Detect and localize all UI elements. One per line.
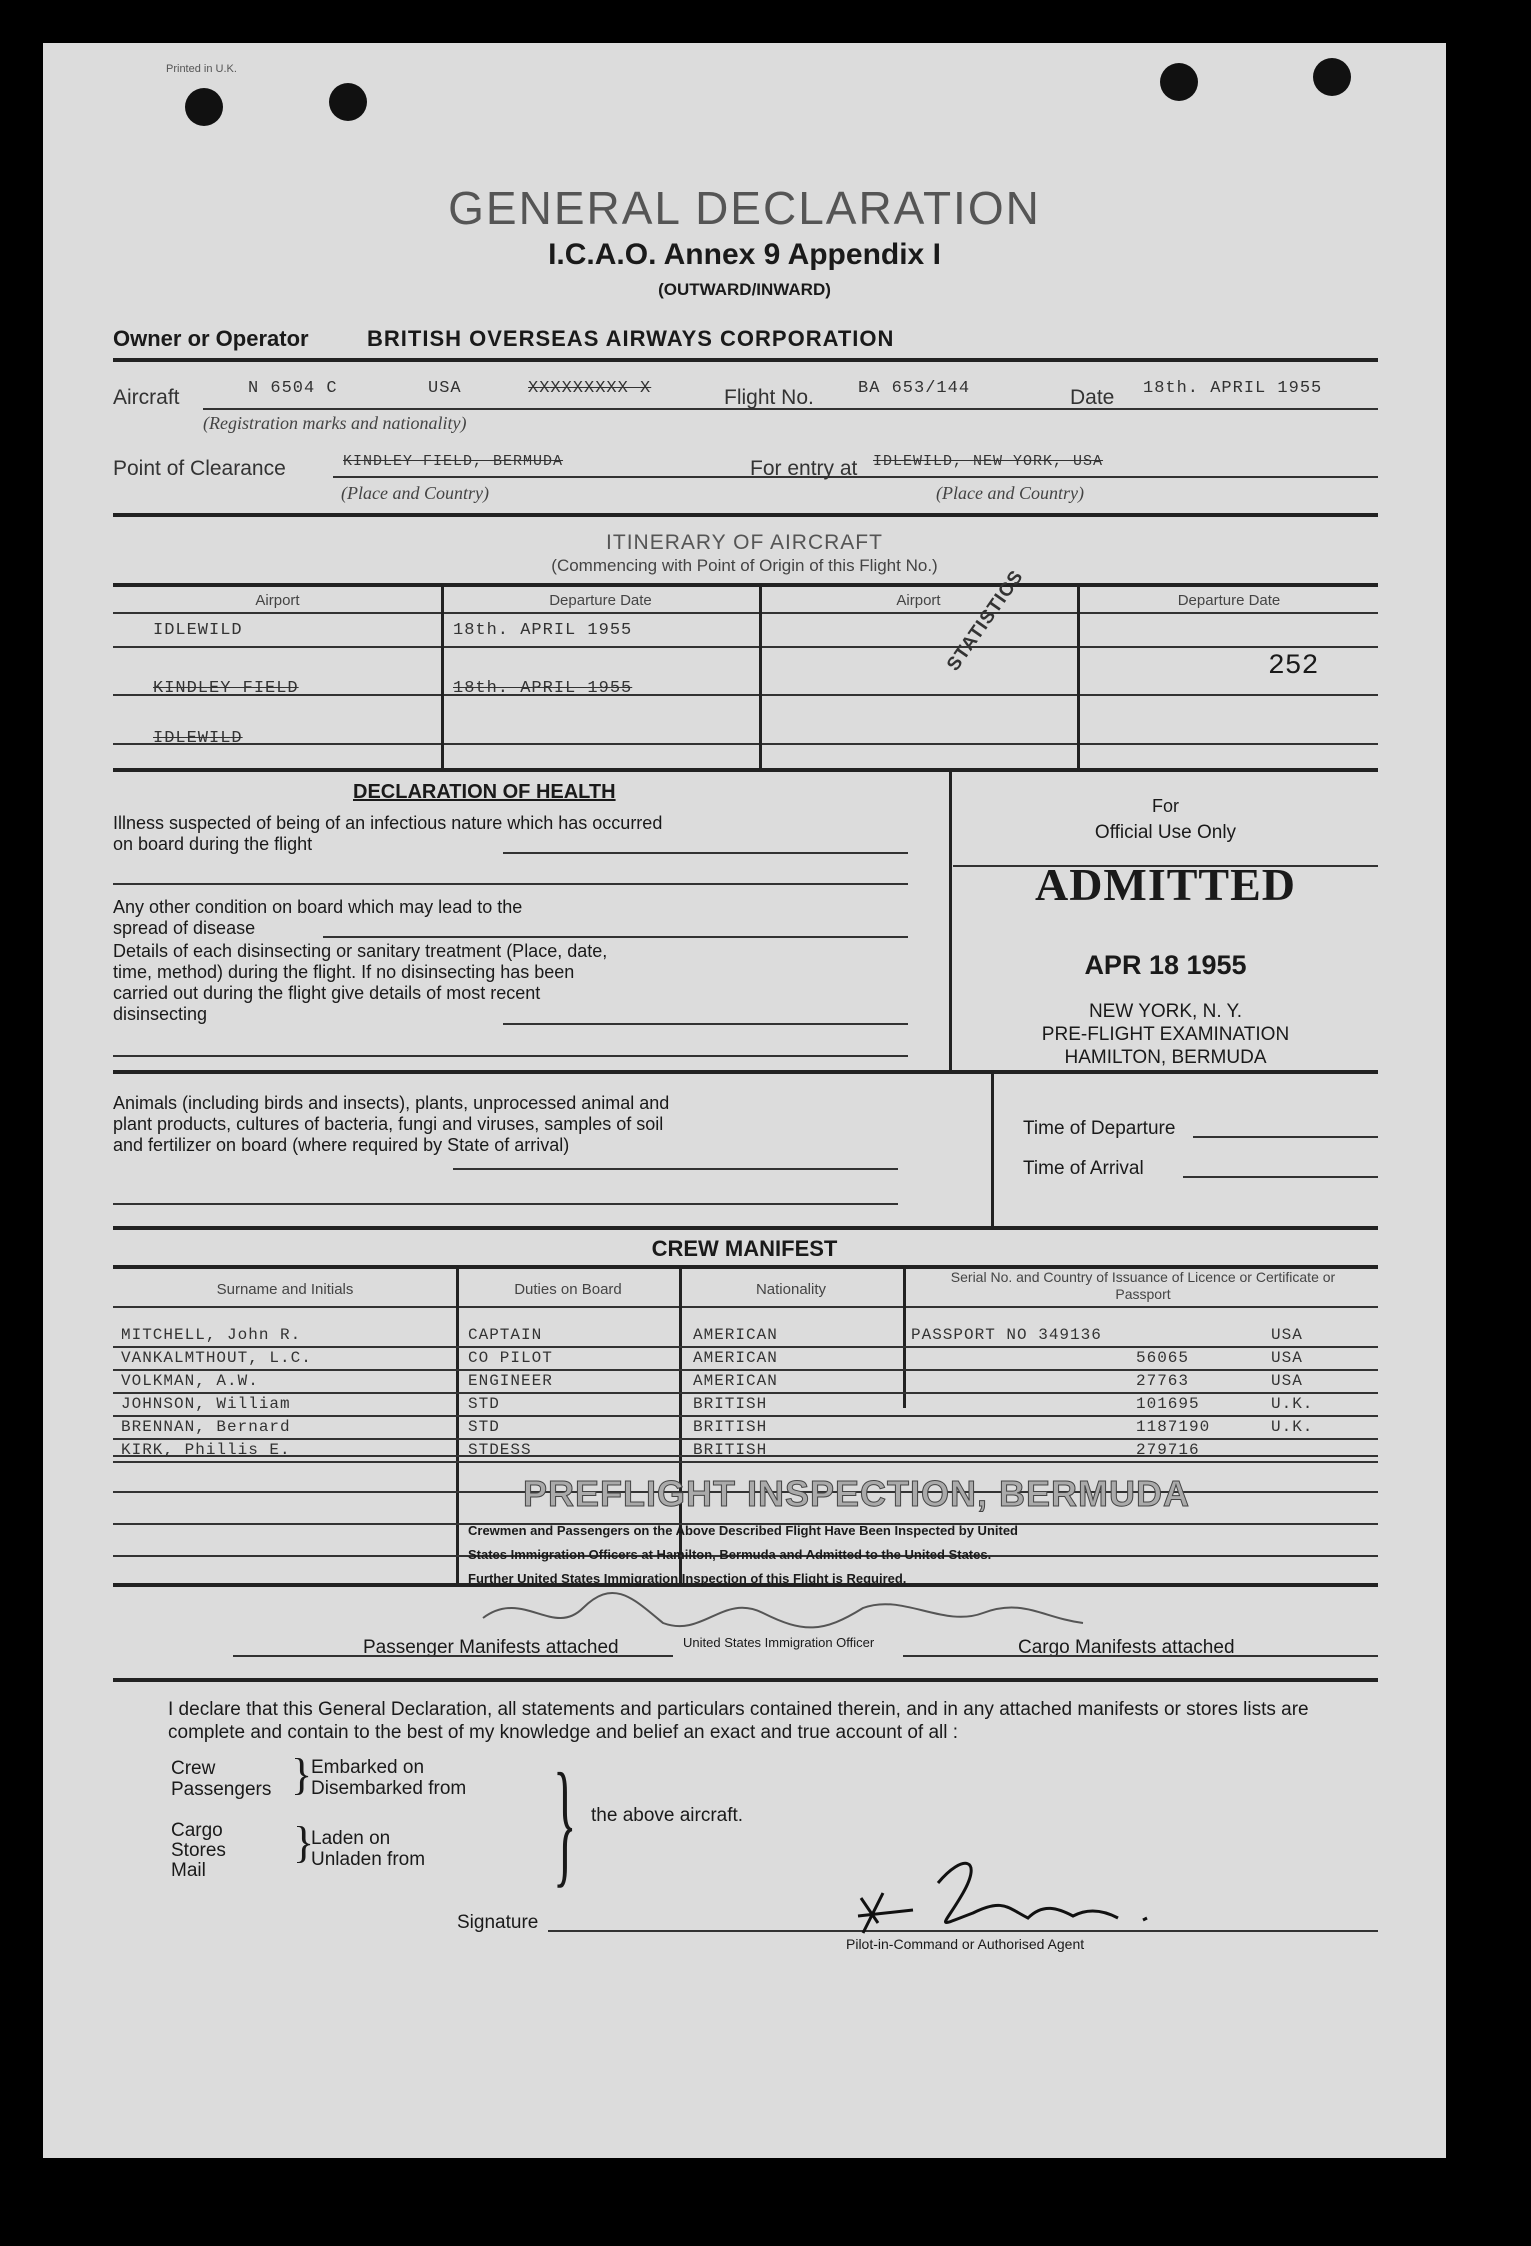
crew-cell-country: USA	[1271, 1326, 1303, 1344]
laden-label: Laden on	[311, 1828, 391, 1849]
crew-cell-country: USA	[1271, 1372, 1303, 1390]
health-question-2: Any other condition on board which may lead to the spread of disease	[113, 897, 523, 938]
crew-cell-serial: 101695	[1136, 1395, 1200, 1413]
itinerary-col-3	[1077, 586, 1080, 770]
owner-line	[113, 358, 1378, 362]
itinerary-header-rule	[113, 612, 1378, 614]
flight-label: Flight No.	[724, 386, 814, 409]
signature-caption: Pilot-in-Command or Authorised Agent	[846, 1936, 1085, 1952]
aircraft-caption: (Registration marks and nationality)	[203, 413, 467, 433]
form-title: GENERAL DECLARATION	[448, 182, 1041, 234]
aircraft-line	[203, 408, 1378, 410]
punch-hole-3	[1160, 63, 1198, 101]
declaration-form	[43, 43, 1446, 2158]
cargo-word: Cargo	[171, 1820, 223, 1841]
passengers-word: Passengers	[171, 1779, 272, 1800]
crew-row-rule	[113, 1438, 1378, 1440]
crew-cell-duty: ENGINEER	[468, 1372, 553, 1390]
crew-cell-duty: STD	[468, 1395, 500, 1413]
clearance-label: Point of Clearance	[113, 457, 286, 480]
itinerary-title: ITINERARY OF AIRCRAFT	[606, 531, 883, 554]
aircraft-nationality: USA	[428, 379, 462, 398]
crew-cell-duty: STD	[468, 1418, 500, 1436]
crew-cell-nat: BRITISH	[693, 1418, 768, 1436]
crew-row-rule	[113, 1346, 1378, 1348]
admitted-location: HAMILTON, BERMUDA	[1064, 1047, 1267, 1068]
section-divider-4	[113, 1678, 1378, 1682]
aircraft-registration: N 6504 C	[248, 379, 338, 398]
health-line-1	[503, 852, 908, 854]
crew-cell-nat: AMERICAN	[693, 1372, 778, 1390]
crew-header-nationality: Nationality	[755, 1281, 827, 1298]
health-title: DECLARATION OF HEALTH	[353, 781, 616, 803]
crew-cell-name: VOLKMAN, A.W.	[121, 1372, 259, 1390]
admitted-examination: PRE-FLIGHT EXAMINATION	[1041, 1024, 1290, 1045]
aircraft-label: Aircraft	[113, 386, 180, 409]
time-divider	[991, 1072, 994, 1227]
crew-cell-serial: 1187190	[1136, 1418, 1211, 1436]
crew-cell-duty: CAPTAIN	[468, 1326, 543, 1344]
immigration-officer-label: United States Immigration Officer	[683, 1635, 875, 1650]
crew-word: Crew	[171, 1758, 216, 1779]
health-line-2	[113, 883, 908, 885]
health-line-3	[323, 936, 908, 938]
itinerary-date-2: 18th. APRIL 1955	[453, 679, 633, 698]
crew-cell-name: MITCHELL, John R.	[121, 1326, 302, 1344]
time-departure-line	[1193, 1136, 1378, 1138]
crew-cell-serial: 56065	[1136, 1349, 1190, 1367]
page-number: 252	[1268, 651, 1319, 682]
animals-line-1	[453, 1168, 898, 1170]
health-line-5	[113, 1055, 908, 1057]
crew-cell-country: U.K.	[1271, 1395, 1314, 1413]
clearance-value: KINDLEY FIELD, BERMUDA	[343, 453, 564, 470]
admitted-stamp: ADMITTED	[1034, 859, 1297, 910]
punch-hole-1	[185, 88, 223, 126]
unladen-label: Unladen from	[311, 1849, 426, 1870]
itinerary-airport-2: KINDLEY FIELD	[153, 679, 299, 698]
time-departure-label: Time of Departure	[1023, 1118, 1176, 1139]
brace-1: }	[291, 1750, 313, 1799]
crew-cell-name: JOHNSON, William	[121, 1395, 291, 1413]
punch-hole-2	[329, 83, 367, 121]
itinerary-airport-1: IDLEWILD	[153, 621, 243, 640]
itinerary-row-rule-3	[113, 743, 1378, 745]
crew-cell-country: U.K.	[1271, 1418, 1314, 1436]
time-arrival-line	[1183, 1176, 1378, 1178]
owner-value: BRITISH OVERSEAS AIRWAYS CORPORATION	[367, 326, 895, 351]
direction-label: (OUTWARD/INWARD)	[658, 280, 831, 299]
official-use-label: Official Use Only	[1094, 822, 1237, 843]
itinerary-col-2	[759, 586, 762, 770]
animals-text: Animals (including birds and insects), plants, unprocessed animal and plant products, cultures of bacteria, fungi and viruses, samples of soil and fertilizer on board (where required by State of arrival)	[113, 1093, 670, 1155]
crew-cell-nat: AMERICAN	[693, 1326, 778, 1344]
punch-hole-4	[1313, 58, 1351, 96]
official-use-divider	[949, 770, 952, 1070]
brace-3: }	[553, 1745, 577, 1900]
section-divider-3	[113, 1226, 1378, 1230]
itinerary-header-airport-2: Airport	[896, 592, 941, 609]
animals-line-2	[113, 1203, 898, 1205]
clearance-line	[333, 476, 1378, 478]
itinerary-date-1: 18th. APRIL 1955	[453, 621, 633, 640]
crew-col-1	[456, 1268, 459, 1583]
flight-number: BA 653/144	[858, 379, 971, 398]
crew-cell-serial: 279716	[1136, 1441, 1200, 1459]
printed-in-label: Printed in U.K.	[166, 63, 237, 75]
official-for: For	[1152, 796, 1179, 816]
cargo-manifests-line	[903, 1655, 1378, 1657]
section-divider-1	[113, 513, 1378, 517]
inspection-line-1: Crewmen and Passengers on the Above Described Flight Have Been Inspected by United	[468, 1523, 1018, 1538]
itinerary-row-rule-1	[113, 646, 1378, 648]
crew-row-rule-a	[113, 1455, 1378, 1457]
crew-cell-serial: 27763	[1136, 1372, 1190, 1390]
mail-word: Mail	[171, 1860, 206, 1881]
crew-cell-nat: AMERICAN	[693, 1349, 778, 1367]
crew-cell-duty: CO PILOT	[468, 1349, 553, 1367]
inspection-line-2: States Immigration Officers at Hamilton, Bermuda and Admitted to the United States.	[468, 1547, 992, 1562]
passenger-manifests-line	[233, 1655, 673, 1657]
above-aircraft-label: the above aircraft.	[591, 1805, 744, 1826]
time-arrival-label: Time of Arrival	[1023, 1158, 1144, 1179]
itinerary-top-rule	[113, 583, 1378, 587]
itinerary-row-rule-2	[113, 694, 1378, 696]
signature-label: Signature	[457, 1912, 539, 1933]
itinerary-col-1	[441, 586, 444, 770]
crew-row-rule	[113, 1461, 1378, 1463]
inspection-line-3: Further United States Immigration Inspection of this Flight is Required.	[468, 1571, 907, 1586]
itinerary-bottom-rule	[113, 768, 1378, 772]
itinerary-subtitle: (Commencing with Point of Origin of this Flight No.)	[551, 556, 938, 575]
entry-value: IDLEWILD, NEW YORK, USA	[873, 453, 1104, 470]
crew-cell-nat: BRITISH	[693, 1395, 768, 1413]
itinerary-header-date-2: Departure Date	[1177, 592, 1281, 609]
crew-cell-serial: PASSPORT NO 349136	[911, 1326, 1102, 1344]
section-divider-2	[113, 1070, 1378, 1074]
crew-row-rule	[113, 1369, 1378, 1371]
form-subtitle: I.C.A.O. Annex 9 Appendix I	[548, 238, 941, 271]
crew-col-3	[903, 1268, 906, 1408]
disembarked-label: Disembarked from	[311, 1778, 467, 1799]
declaration-text: I declare that this General Declaration, all statements and particulars contained therein, and in any attached manifests or stores lists are complete and contain to the best of my knowledge and belief an exact and true account of all :	[168, 1699, 1309, 1743]
aircraft-struck-text: XXXXXXXXX X	[528, 379, 652, 398]
brace-2: }	[293, 1818, 315, 1867]
embarked-label: Embarked on	[311, 1757, 425, 1778]
crew-row-rule	[113, 1415, 1378, 1417]
crew-cell-name: VANKALMTHOUT, L.C.	[121, 1349, 312, 1367]
inspection-stamp: PREFLIGHT INSPECTION, BERMUDA	[523, 1473, 1191, 1514]
crew-title: CREW MANIFEST	[651, 1236, 838, 1261]
stores-word: Stores	[171, 1840, 226, 1861]
passenger-manifests-label: Passenger Manifests attached	[363, 1637, 619, 1658]
date-label: Date	[1070, 386, 1115, 409]
itinerary-header-airport-1: Airport	[255, 592, 300, 609]
crew-row-rule	[113, 1392, 1378, 1394]
entry-label: For entry at	[750, 457, 858, 480]
flight-date: 18th. APRIL 1955	[1143, 379, 1323, 398]
clearance-caption: (Place and Country)	[341, 483, 489, 503]
health-question-1: Illness suspected of being of an infectious nature which has occurred on board during the flight	[113, 813, 663, 854]
owner-label: Owner or Operator	[113, 326, 309, 351]
crew-header-rule	[113, 1306, 1378, 1308]
crew-cell-name: KIRK, Phillis E.	[121, 1441, 291, 1459]
health-line-4	[503, 1023, 908, 1025]
statistics-stamp: STATISTICS	[943, 566, 1028, 676]
pilot-signature	[843, 1838, 1223, 1938]
cargo-manifests-label: Cargo Manifests attached	[1018, 1637, 1235, 1658]
crew-cell-name: BRENNAN, Bernard	[121, 1418, 291, 1436]
admitted-date: APR 18 1955	[1084, 950, 1247, 980]
crew-cell-nat: BRITISH	[693, 1441, 768, 1459]
itinerary-airport-3: IDLEWILD	[153, 729, 243, 748]
crew-cell-country: USA	[1271, 1349, 1303, 1367]
crew-header-serial: Serial No. and Country of Issuance of Licence or Certificate or Passport	[950, 1269, 1336, 1302]
health-question-3: Details of each disinsecting or sanitary treatment (Place, date, time, method) during the flight. If no disinsecting has been carried out during the flight give details of most recent disinsecting	[113, 941, 608, 1024]
admitted-city: NEW YORK, N. Y.	[1088, 1001, 1243, 1022]
crew-cell-duty: STDESS	[468, 1441, 532, 1459]
entry-caption: (Place and Country)	[936, 483, 1084, 503]
itinerary-header-date-1: Departure Date	[549, 592, 652, 609]
crew-header-name: Surname and Initials	[216, 1281, 354, 1298]
crew-header-duties: Duties on Board	[514, 1281, 622, 1298]
